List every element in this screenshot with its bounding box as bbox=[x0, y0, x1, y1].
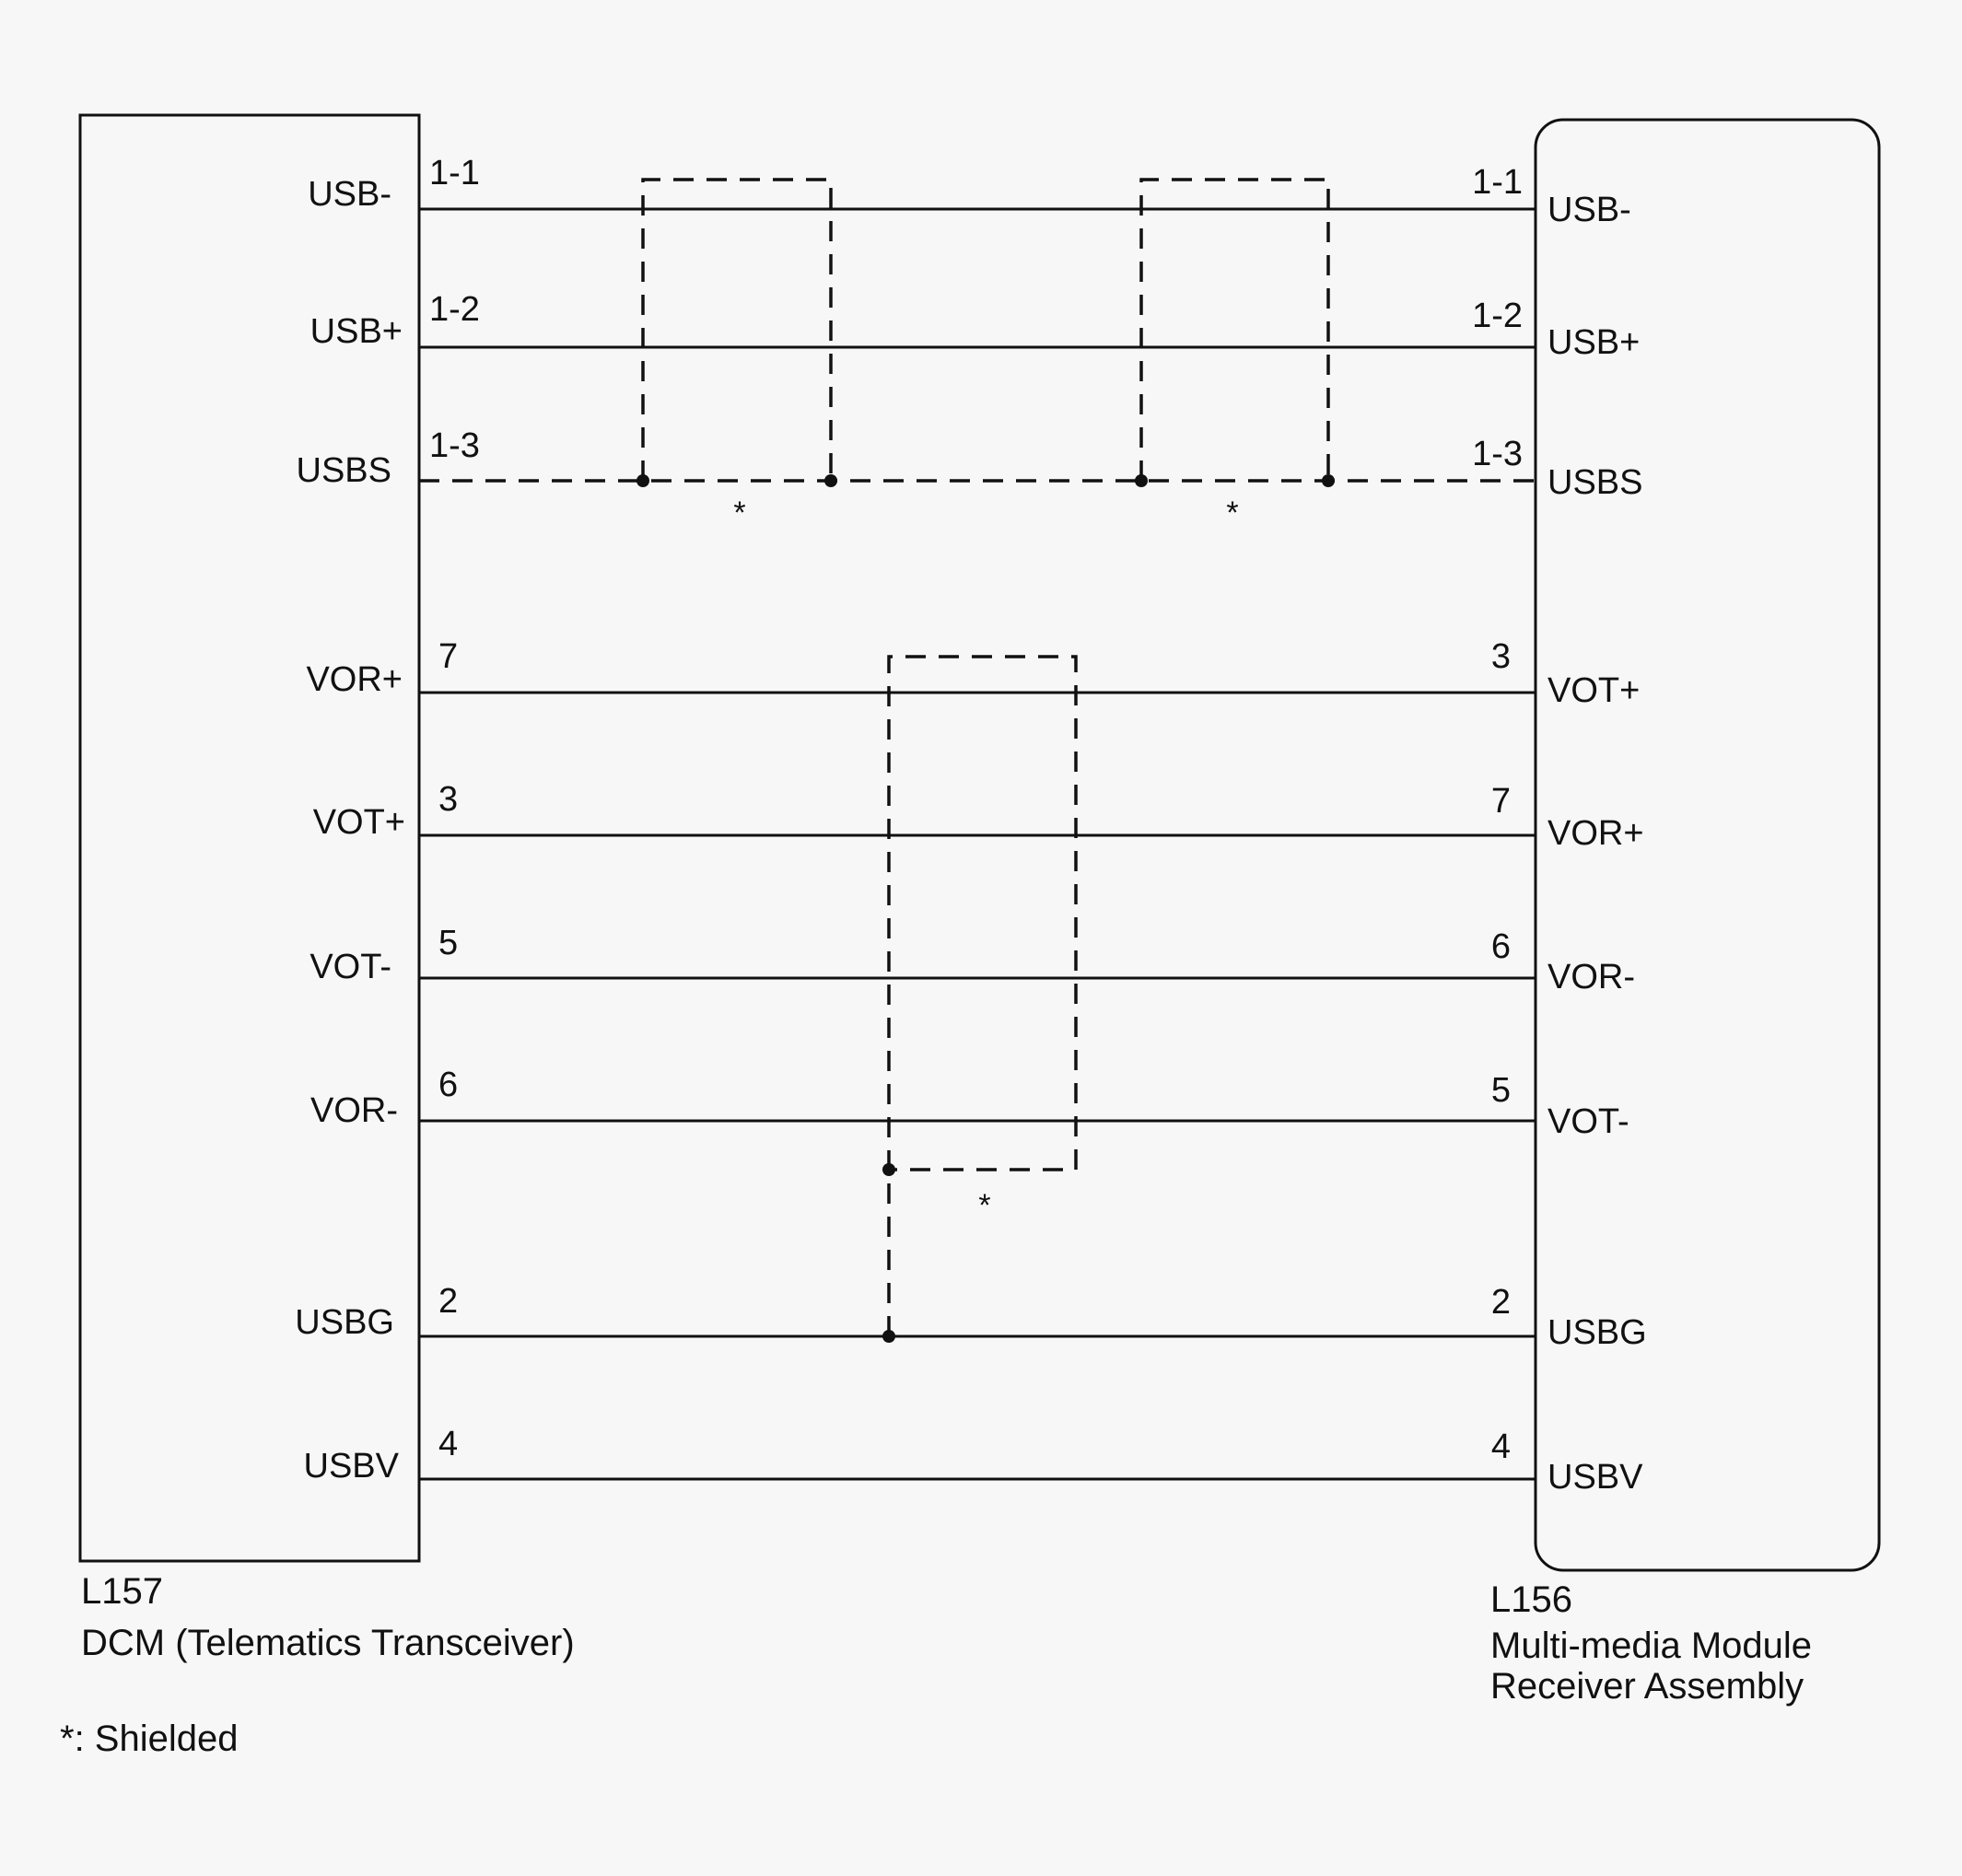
left-label-3: VOR+ bbox=[306, 660, 403, 699]
right-pin-2: 1-3 bbox=[1472, 435, 1523, 473]
left-label-6: VOR- bbox=[310, 1091, 398, 1130]
left-label-8: USBV bbox=[303, 1447, 399, 1486]
left-pin-0: 1-1 bbox=[429, 154, 480, 192]
right-pin-4: 7 bbox=[1490, 782, 1511, 821]
right-pin-0: 1-1 bbox=[1472, 163, 1523, 202]
left-pin-4: 3 bbox=[438, 780, 459, 819]
left-component-name: DCM (Telematics Transceiver) bbox=[81, 1623, 575, 1663]
right-label-7: USBG bbox=[1547, 1313, 1647, 1352]
left-pin-5: 5 bbox=[438, 924, 459, 962]
shield-2-junction-right bbox=[1322, 474, 1335, 487]
right-label-4: VOR+ bbox=[1547, 814, 1644, 853]
right-label-6: VOT- bbox=[1547, 1102, 1629, 1141]
left-pin-6: 6 bbox=[438, 1066, 459, 1104]
shield-3-outline bbox=[889, 657, 1076, 1336]
left-label-5: VOT- bbox=[309, 948, 391, 986]
shielded-footnote: *: Shielded bbox=[60, 1719, 239, 1759]
left-label-1: USB+ bbox=[309, 312, 403, 351]
left-pin-3: 7 bbox=[438, 637, 459, 676]
left-label-2: USBS bbox=[296, 451, 391, 490]
shield-2-mark: * bbox=[1226, 495, 1239, 530]
right-component-code: L156 bbox=[1490, 1579, 1572, 1620]
left-pin-8: 4 bbox=[438, 1425, 459, 1463]
left-pin-2: 1-3 bbox=[429, 426, 480, 465]
left-pin-1: 1-2 bbox=[429, 290, 480, 329]
right-pin-8: 4 bbox=[1490, 1427, 1511, 1466]
right-pin-7: 2 bbox=[1490, 1283, 1511, 1322]
right-label-2: USBS bbox=[1547, 463, 1643, 502]
shield-2-outline bbox=[1141, 180, 1328, 481]
left-label-4: VOT+ bbox=[312, 803, 405, 842]
right-label-5: VOR- bbox=[1547, 958, 1635, 996]
shield-1-mark: * bbox=[733, 495, 746, 530]
right-label-3: VOT+ bbox=[1547, 671, 1641, 710]
right-pin-6: 5 bbox=[1490, 1071, 1511, 1110]
shield-3-junction-top bbox=[882, 1163, 895, 1176]
shield-2-junction-left bbox=[1135, 474, 1148, 487]
right-label-0: USB- bbox=[1547, 191, 1631, 229]
left-component-code: L157 bbox=[81, 1571, 163, 1612]
right-pin-3: 3 bbox=[1490, 637, 1511, 676]
shield-3-mark: * bbox=[978, 1188, 991, 1223]
shield-1-junction-left bbox=[636, 474, 649, 487]
shield-1-outline bbox=[643, 180, 831, 481]
right-component-name-line1: Multi-media Module bbox=[1490, 1625, 1813, 1666]
right-pin-1: 1-2 bbox=[1472, 297, 1523, 335]
right-label-8: USBV bbox=[1547, 1458, 1643, 1497]
left-label-7: USBG bbox=[295, 1303, 394, 1342]
right-pin-5: 6 bbox=[1490, 927, 1511, 966]
shield-3-junction-ground bbox=[882, 1330, 895, 1343]
left-pin-7: 2 bbox=[438, 1282, 459, 1321]
right-label-1: USB+ bbox=[1547, 323, 1641, 362]
right-component-name-line2: Receiver Assembly bbox=[1490, 1666, 1804, 1707]
shield-1-junction-right bbox=[824, 474, 837, 487]
left-label-0: USB- bbox=[308, 175, 391, 214]
